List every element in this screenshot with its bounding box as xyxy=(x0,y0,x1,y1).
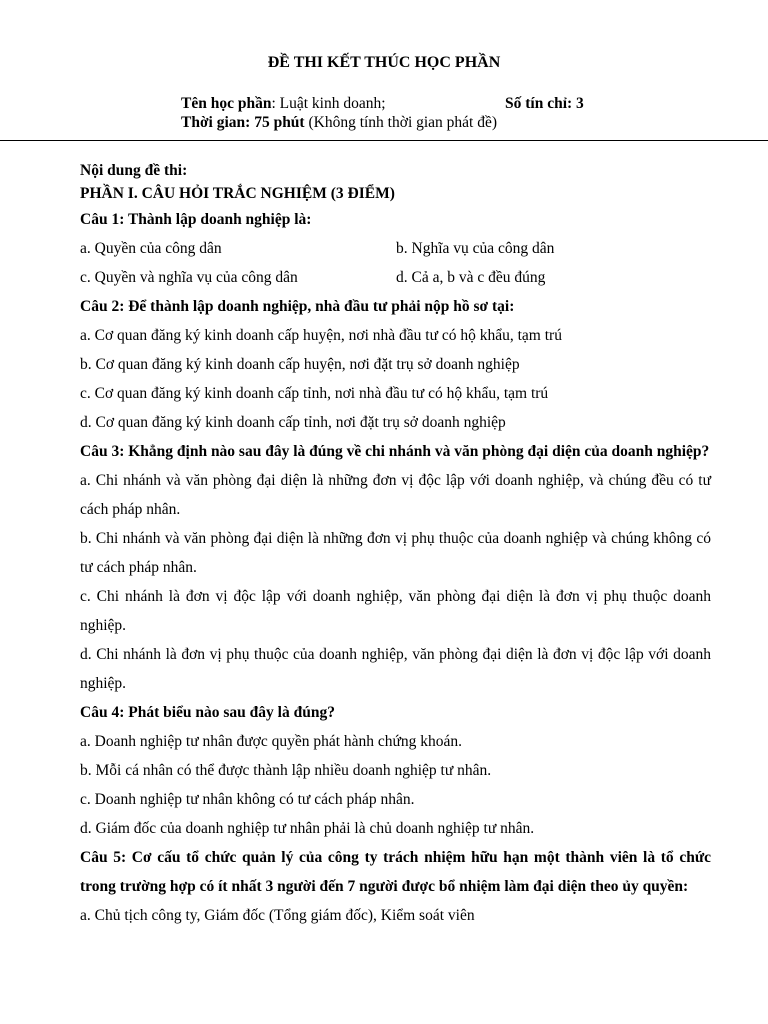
option-a: a. Chi nhánh và văn phòng đại diện là những đơn vị độc lập với doanh nghiệp, và chúng đều có tư cách pháp nhân. xyxy=(80,472,711,518)
option-c: c. Doanh nghiệp tư nhân không có tư cách pháp nhân. xyxy=(80,791,415,808)
exam-content xyxy=(80,159,711,930)
time-note: (Không tính thời gian phát đề) xyxy=(304,114,498,131)
course-info-line xyxy=(181,95,601,113)
option-c: c. Chi nhánh là đơn vị độc lập với doanh nghiệp, văn phòng đại diện là đơn vị phụ thuộc doanh nghiệp. xyxy=(80,588,711,634)
option-c: c. Cơ quan đăng ký kinh doanh cấp tỉnh, nơi nhà đầu tư có hộ khẩu, tạm trú xyxy=(80,385,549,402)
credits-value: : 3 xyxy=(567,95,584,112)
question-5: Câu 5: Cơ cấu tổ chức quản lý của công ty trách nhiệm hữu hạn một thành viên là tổ chức trong trường hợp có ít nhất 3 người đến 7 người được bổ nhiệm làm đại diện theo ủy quyền: xyxy=(80,849,711,895)
option-d: d. Giám đốc của doanh nghiệp tư nhân phải là chủ doanh nghiệp tư nhân. xyxy=(80,820,535,837)
content-label: Nội dung đề thi: xyxy=(80,162,188,179)
option-d: d. Chi nhánh là đơn vị phụ thuộc của doanh nghiệp, văn phòng đại diện là đơn vị độc lập với doanh nghiệp. xyxy=(80,646,711,692)
option-b: b. Nghĩa vụ của công dân xyxy=(396,240,555,257)
question-1: Câu 1: Thành lập doanh nghiệp là: xyxy=(80,211,312,228)
credits-info xyxy=(505,95,584,113)
question-3: Câu 3: Khẳng định nào sau đây là đúng về chi nhánh và văn phòng đại diện của doanh nghiệp? xyxy=(80,443,710,460)
option-a: a. Quyền của công dân xyxy=(80,240,222,257)
question-1-options-row-2 xyxy=(80,263,711,292)
option-c: c. Quyền và nghĩa vụ của công dân xyxy=(80,269,298,286)
exam-title: ĐỀ THI KẾT THÚC HỌC PHẦN xyxy=(267,54,501,71)
time-value: : 75 phút xyxy=(245,114,305,131)
option-b: b. Mỗi cá nhân có thể được thành lập nhiều doanh nghiệp tư nhân. xyxy=(80,762,492,779)
option-b: b. Cơ quan đăng ký kinh doanh cấp huyện, nơi đặt trụ sở doanh nghiệp xyxy=(80,356,520,373)
course-value: : Luật kinh doanh; xyxy=(271,95,386,112)
credits-label: Số tín chỉ xyxy=(505,95,568,112)
option-b: b. Chi nhánh và văn phòng đại diện là những đơn vị phụ thuộc của doanh nghiệp và chúng không có tư cách pháp nhân. xyxy=(80,530,711,576)
header-divider xyxy=(0,140,768,141)
option-d: d. Cơ quan đăng ký kinh doanh cấp tỉnh, nơi đặt trụ sở doanh nghiệp xyxy=(80,414,506,431)
time-info-line xyxy=(181,114,497,132)
option-a: a. Cơ quan đăng ký kinh doanh cấp huyện, nơi nhà đầu tư có hộ khẩu, tạm trú xyxy=(80,327,562,344)
course-label: Tên học phần xyxy=(181,95,272,112)
option-a: a. Doanh nghiệp tư nhân được quyền phát hành chứng khoán. xyxy=(80,733,463,750)
question-2: Câu 2: Để thành lập doanh nghiệp, nhà đầu tư phải nộp hồ sơ tại: xyxy=(80,298,515,315)
option-a: a. Chủ tịch công ty, Giám đốc (Tổng giám đốc), Kiểm soát viên xyxy=(80,907,475,924)
time-label: Thời gian xyxy=(181,114,246,131)
section-title: PHẦN I. CÂU HỎI TRẮC NGHIỆM (3 ĐIỂM) xyxy=(80,185,395,202)
option-d: d. Cả a, b và c đều đúng xyxy=(396,269,546,286)
question-1-options-row-1 xyxy=(80,234,711,263)
question-4: Câu 4: Phát biểu nào sau đây là đúng? xyxy=(80,704,335,721)
